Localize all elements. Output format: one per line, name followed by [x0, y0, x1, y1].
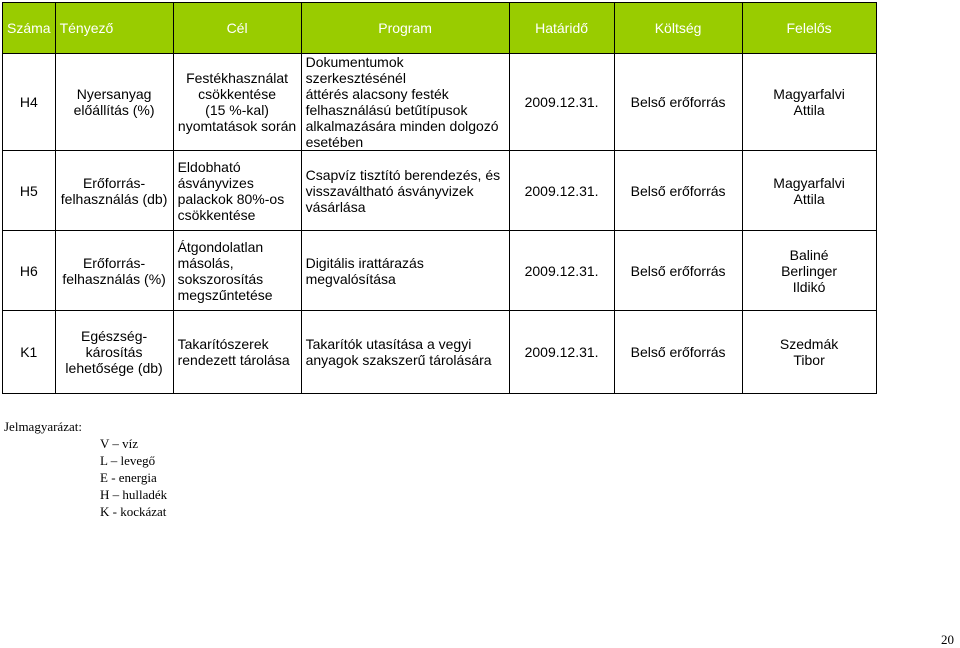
table-row	[3, 311, 877, 394]
factor-cell	[55, 231, 173, 311]
goal-cell	[173, 54, 301, 151]
cell-line: másolás,	[177, 254, 234, 271]
cell-line: Erőforrás-	[82, 174, 146, 191]
table-row	[3, 151, 877, 231]
cell-line: Nyersanyag	[76, 86, 152, 102]
table-header-row	[3, 3, 877, 54]
cell-line: Baliné	[789, 246, 829, 263]
row-number-cell	[3, 231, 56, 311]
responsible-cell	[742, 54, 876, 151]
goal-cell	[173, 311, 301, 394]
cell-line: Berlinger	[781, 262, 838, 279]
cell-line: előállítás (%)	[73, 102, 155, 118]
cell-line: Magyarfalvi	[773, 86, 845, 102]
cell-line: csökkentése	[198, 86, 276, 102]
cell-line: visszaváltható ásványvizek	[305, 182, 474, 199]
table-row	[3, 231, 877, 311]
responsible-cell	[742, 311, 876, 394]
legend-items	[100, 435, 167, 520]
goal-cell	[173, 231, 301, 311]
cost: Belső erőforrás	[630, 262, 726, 279]
cell-line: lehetősége (db)	[65, 360, 163, 376]
cost: Belső erőforrás	[630, 182, 726, 199]
row-number: K1	[20, 344, 38, 360]
row-number: H6	[19, 262, 38, 279]
header-cell-factor: Tényező	[55, 3, 173, 54]
row-number-cell	[3, 311, 56, 394]
cost: Belső erőforrás	[630, 344, 726, 360]
cost-cell	[614, 151, 742, 231]
cell-line: Attila	[793, 102, 825, 118]
cell-line: Takarítószerek	[177, 336, 269, 352]
row-number-cell	[3, 54, 56, 151]
cell-line: Eldobható	[177, 158, 241, 175]
header-cell-goal: Cél	[173, 3, 301, 54]
cell-line: rendezett tárolása	[177, 352, 290, 368]
cell-line: palackok 80%-os	[177, 190, 285, 207]
legend-item: V – víz	[100, 436, 139, 451]
cell-line: alkalmazására minden dolgozó	[305, 118, 499, 134]
cell-line: anyagok szakszerű tárolására	[305, 352, 492, 368]
cell-line: nyomtatások során	[177, 118, 297, 134]
cell-line: felhasználás (db)	[60, 190, 168, 207]
cost-cell	[614, 54, 742, 151]
deadline: 2009.12.31.	[524, 94, 599, 110]
cell-line: csökkentése	[177, 206, 256, 223]
deadline-cell	[509, 231, 614, 311]
cell-line: Dokumentumok szerkesztésénél	[305, 54, 406, 86]
cost-cell	[614, 231, 742, 311]
cell-line: sokszorosítás	[177, 270, 264, 287]
row-number: H5	[19, 182, 38, 199]
cell-line: ásványvizes	[177, 174, 254, 191]
cell-line: esetében	[305, 134, 364, 150]
cell-line: Ildikó	[792, 278, 826, 295]
cell-line: vásárlása	[305, 198, 366, 215]
legend-item: H – hulladék	[100, 487, 168, 502]
deadline-cell	[509, 311, 614, 394]
legend-item: L – levegő	[100, 453, 156, 468]
program-cell	[301, 151, 509, 231]
page-number: 20	[941, 632, 954, 647]
cell-line: Átgondolatlan	[177, 238, 264, 255]
goal-cell	[173, 151, 301, 231]
cell-line: Csapvíz tisztító berendezés, és	[305, 166, 501, 183]
cell-line: Attila	[793, 190, 825, 207]
table-row	[3, 54, 877, 151]
legend-item: E - energia	[100, 470, 157, 485]
legend-item: K - kockázat	[100, 504, 167, 519]
cell-line: Digitális irattárazás	[305, 254, 424, 271]
cell-line: Egészség-	[81, 328, 148, 344]
header-cell-cost: Költség	[614, 3, 742, 54]
cost-cell	[614, 311, 742, 394]
cell-line: áttérés alacsony festék	[305, 86, 449, 102]
cell-line: Takarítók utasítása a vegyi	[305, 336, 472, 352]
factor-cell	[55, 151, 173, 231]
deadline: 2009.12.31.	[524, 262, 599, 279]
row-number-cell	[3, 151, 56, 231]
cell-line: megvalósítása	[305, 270, 396, 287]
header-cell-number: Száma	[3, 3, 56, 54]
factor-cell	[55, 311, 173, 394]
cell-line: Festékhasználat	[186, 70, 289, 86]
legend	[4, 418, 168, 519]
row-number: H4	[19, 94, 38, 110]
deadline: 2009.12.31.	[524, 182, 599, 199]
cell-line: felhasználás (%)	[62, 270, 166, 287]
program-cell	[301, 311, 509, 394]
deadline: 2009.12.31.	[524, 344, 599, 360]
header-cell-program: Program	[301, 3, 509, 54]
responsible-cell	[742, 151, 876, 231]
cell-line: károsítás	[85, 344, 143, 360]
header-cell-deadline: Határidő	[509, 3, 614, 54]
cell-line: Tibor	[793, 352, 825, 368]
cell-line: felhasználású betűtípusok	[305, 102, 468, 118]
cell-line: megszűntetése	[177, 286, 273, 303]
deadline-cell	[509, 54, 614, 151]
responsible-cell	[742, 231, 876, 311]
cell-line: Szedmák	[779, 336, 839, 352]
cell-line: Erőforrás-	[82, 254, 146, 271]
program-cell	[301, 231, 509, 311]
cell-line: Magyarfalvi	[773, 174, 845, 191]
cell-line: (15 %-kal)	[205, 102, 269, 118]
action-plan-table	[2, 2, 877, 394]
cost: Belső erőforrás	[630, 94, 726, 110]
factor-cell	[55, 54, 173, 151]
header-cell-responsible: Felelős	[742, 3, 876, 54]
deadline-cell	[509, 151, 614, 231]
legend-title: Jelmagyarázat:	[4, 419, 82, 434]
program-cell	[301, 54, 509, 151]
